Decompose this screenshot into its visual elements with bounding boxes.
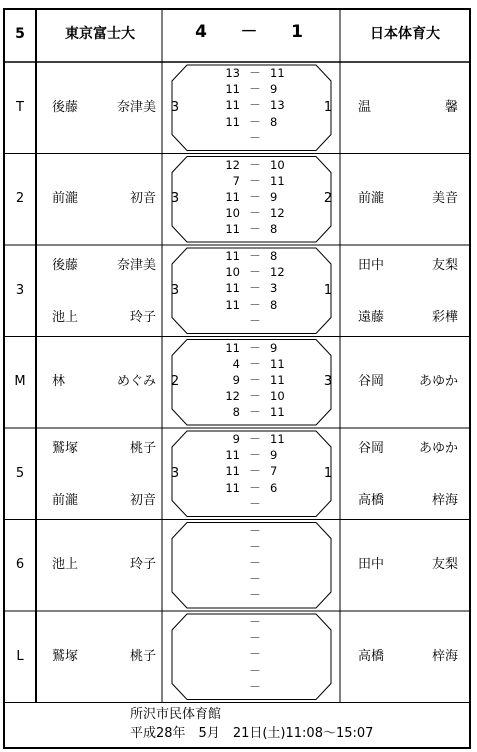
right-games-won: 1 — [323, 282, 333, 298]
game-score-line — [212, 191, 298, 203]
left-player-family-name: 前瀧 — [52, 493, 79, 508]
game-score-dash: － — [249, 448, 261, 463]
game-score-line — [212, 648, 298, 660]
game-score-line — [212, 282, 298, 294]
game-score-line — [212, 299, 298, 311]
game-score-right: 9 — [270, 448, 278, 463]
game-score-line — [212, 498, 298, 510]
game-score-left: 11 — [225, 189, 240, 204]
game-score-dash: － — [249, 405, 261, 420]
right-player-family-name: 田中 — [358, 557, 385, 573]
game-score-right: 10 — [270, 389, 285, 404]
game-score-left: 9 — [232, 432, 240, 446]
game-score-dash: － — [249, 206, 261, 221]
right-player-family-name: 高橋 — [358, 648, 385, 664]
right-games-won: 3 — [323, 374, 333, 390]
game-score-dash: － — [249, 679, 261, 694]
left-player-given-name: 玲子 — [129, 310, 156, 325]
game-score-line — [212, 67, 298, 79]
game-score-dash: － — [249, 389, 261, 404]
game-score-left: 10 — [225, 206, 240, 221]
game-score-dash: － — [249, 572, 261, 587]
game-score-dash: － — [249, 539, 261, 554]
game-score-dash: － — [249, 130, 261, 145]
game-score-right: 12 — [270, 206, 285, 221]
game-score-dash: － — [249, 464, 261, 479]
left-player-family-name: 池上 — [52, 310, 79, 325]
game-score-right: 3 — [270, 281, 278, 296]
game-score-dash: － — [249, 157, 261, 172]
order-position: 3 — [15, 282, 25, 298]
order-position: 2 — [15, 191, 25, 207]
game-score-right: 8 — [270, 297, 278, 312]
game-score-left: 11 — [225, 281, 240, 296]
left-player-given-name: 初音 — [129, 493, 156, 508]
game-score-left: 11 — [225, 340, 240, 355]
game-score-line — [212, 342, 298, 354]
left-player-given-name: 桃子 — [129, 441, 156, 456]
left-player-given-name: めぐみ — [116, 374, 156, 390]
game-score-left: 11 — [225, 114, 240, 129]
right-player-family-name: 温 — [358, 99, 372, 115]
game-score-dash: － — [249, 281, 261, 296]
game-score-line — [212, 266, 298, 278]
game-score-line — [212, 433, 298, 445]
game-score-line — [212, 116, 298, 128]
game-score-line — [212, 83, 298, 95]
game-score-line — [212, 665, 298, 677]
game-score-right: 8 — [270, 114, 278, 129]
game-score-left: 11 — [225, 448, 240, 463]
order-position: T — [16, 99, 24, 115]
game-score-line — [212, 541, 298, 553]
game-score-right: 11 — [270, 173, 285, 188]
left-player-family-name: 鷲塚 — [52, 648, 79, 664]
left-player-family-name: 鷲塚 — [52, 441, 79, 456]
left-games-won: 3 — [170, 191, 180, 207]
left-player-given-name: 奈津美 — [116, 258, 156, 273]
game-score-line — [212, 358, 298, 370]
game-score-dash: － — [249, 313, 261, 328]
game-score-dash: － — [249, 432, 261, 446]
game-score-dash: － — [249, 66, 261, 80]
game-score-line — [212, 557, 298, 569]
right-player-given-name: 友梨 — [431, 258, 458, 273]
game-score-dash: － — [249, 496, 261, 511]
right-player-family-name: 前瀧 — [358, 191, 385, 207]
game-score-right: 11 — [270, 66, 285, 80]
game-score-right: 10 — [270, 157, 285, 172]
game-score-dash: － — [249, 82, 261, 97]
right-player-given-name: あゆか — [418, 441, 458, 456]
game-score-line — [212, 223, 298, 235]
game-score-dash: － — [249, 173, 261, 188]
game-score-left: 11 — [225, 82, 240, 97]
match-number: 5 — [15, 26, 25, 42]
left-player-family-name: 後藤 — [52, 99, 79, 115]
order-position: M — [14, 374, 26, 390]
right-player-given-name: 梓海 — [431, 648, 458, 664]
team-left-score: 4 — [195, 22, 207, 42]
game-score-line — [212, 159, 298, 171]
game-score-line — [212, 482, 298, 494]
right-player-given-name: 美音 — [431, 191, 458, 207]
right-games-won: 1 — [323, 99, 333, 115]
game-score-left: 11 — [225, 297, 240, 312]
game-score-right: 9 — [270, 340, 278, 355]
game-score-right: 9 — [270, 82, 278, 97]
left-player-family-name: 前瀧 — [52, 191, 79, 207]
right-player-family-name: 田中 — [358, 258, 385, 273]
game-score-line — [212, 99, 298, 111]
game-score-right: 6 — [270, 480, 278, 495]
game-score-line — [212, 406, 298, 418]
game-score-dash: － — [249, 297, 261, 312]
left-games-won: 3 — [170, 99, 180, 115]
left-player-family-name: 後藤 — [52, 258, 79, 273]
game-score-dash: － — [249, 114, 261, 129]
game-score-line — [212, 250, 298, 262]
game-score-left: 12 — [225, 389, 240, 404]
game-score-line — [212, 374, 298, 386]
game-score-line — [212, 207, 298, 219]
game-score-left: 9 — [232, 372, 240, 387]
game-score-dash: － — [249, 340, 261, 355]
game-score-left: 11 — [225, 464, 240, 479]
game-score-dash: － — [249, 663, 261, 678]
game-score-dash: － — [249, 523, 261, 538]
left-games-won: 3 — [170, 465, 180, 481]
game-score-left: 4 — [232, 356, 240, 371]
game-score-right: 11 — [270, 405, 285, 420]
team-left-name: 東京富士大 — [65, 26, 135, 42]
order-position: 5 — [15, 465, 25, 481]
game-score-dash: － — [249, 480, 261, 495]
game-score-dash: － — [249, 222, 261, 237]
right-player-given-name: あゆか — [418, 374, 458, 390]
left-games-won: 3 — [170, 282, 180, 298]
right-player-given-name: 友梨 — [431, 557, 458, 573]
game-score-left: 12 — [225, 157, 240, 172]
game-score-line — [212, 465, 298, 477]
game-score-dash: － — [249, 631, 261, 646]
game-score-line — [212, 589, 298, 601]
game-score-dash: － — [249, 555, 261, 570]
game-score-dash: － — [249, 647, 261, 662]
game-score-right: 13 — [270, 98, 285, 113]
game-score-line — [212, 315, 298, 327]
game-score-right: 12 — [270, 265, 285, 280]
game-score-left: 11 — [225, 222, 240, 237]
right-player-family-name: 谷岡 — [358, 441, 385, 456]
right-player-given-name: 馨 — [444, 99, 458, 115]
game-score-dash: － — [249, 189, 261, 204]
score-separator: － — [240, 22, 258, 42]
right-player-family-name: 高橋 — [358, 493, 385, 508]
order-position: L — [16, 648, 24, 664]
game-score-dash: － — [249, 98, 261, 113]
game-score-dash: － — [249, 588, 261, 603]
team-right-name: 日本体育大 — [370, 26, 440, 42]
game-score-line — [212, 175, 298, 187]
team-right-score: 1 — [291, 22, 303, 42]
game-score-dash: － — [249, 372, 261, 387]
game-score-left: 10 — [225, 265, 240, 280]
game-score-right: 8 — [270, 222, 278, 237]
game-score-left: 11 — [225, 249, 240, 263]
left-player-family-name: 池上 — [52, 557, 79, 573]
right-games-won: 2 — [323, 191, 333, 207]
left-player-given-name: 桃子 — [129, 648, 156, 664]
game-score-left: 11 — [225, 480, 240, 495]
left-player-family-name: 林 — [52, 374, 66, 390]
game-score-line — [212, 681, 298, 693]
game-score-line — [212, 449, 298, 461]
game-score-line — [212, 132, 298, 144]
game-score-line — [212, 573, 298, 585]
right-games-won: 1 — [323, 465, 333, 481]
game-score-left: 7 — [232, 173, 240, 188]
game-score-left: 13 — [225, 66, 240, 80]
right-player-family-name: 谷岡 — [358, 374, 385, 390]
right-player-family-name: 遠藤 — [358, 310, 385, 325]
game-score-right: 11 — [270, 432, 285, 446]
game-score-line — [212, 525, 298, 537]
game-score-right: 11 — [270, 356, 285, 371]
left-games-won: 2 — [170, 374, 180, 390]
game-score-dash: － — [249, 615, 261, 629]
left-player-given-name: 初音 — [129, 191, 156, 207]
right-player-given-name: 梓海 — [431, 493, 458, 508]
game-score-dash: － — [249, 356, 261, 371]
game-score-right: 9 — [270, 189, 278, 204]
left-player-given-name: 玲子 — [129, 557, 156, 573]
game-score-left: 8 — [232, 405, 240, 420]
game-score-right: 7 — [270, 464, 278, 479]
game-score-line — [212, 390, 298, 402]
game-score-right: 8 — [270, 249, 278, 263]
game-score-right: 11 — [270, 372, 285, 387]
right-player-given-name: 彩樺 — [431, 310, 458, 325]
game-score-line — [212, 616, 298, 628]
venue: 所沢市民体育館 — [130, 707, 222, 722]
game-score-dash: － — [249, 265, 261, 280]
game-score-left: 11 — [225, 98, 240, 113]
match-datetime: 平成28年 5月 21日(土)11:08～15:07 — [130, 726, 374, 741]
order-position: 6 — [15, 557, 25, 573]
game-score-line — [212, 632, 298, 644]
left-player-given-name: 奈津美 — [116, 99, 156, 115]
game-score-dash: － — [249, 249, 261, 263]
